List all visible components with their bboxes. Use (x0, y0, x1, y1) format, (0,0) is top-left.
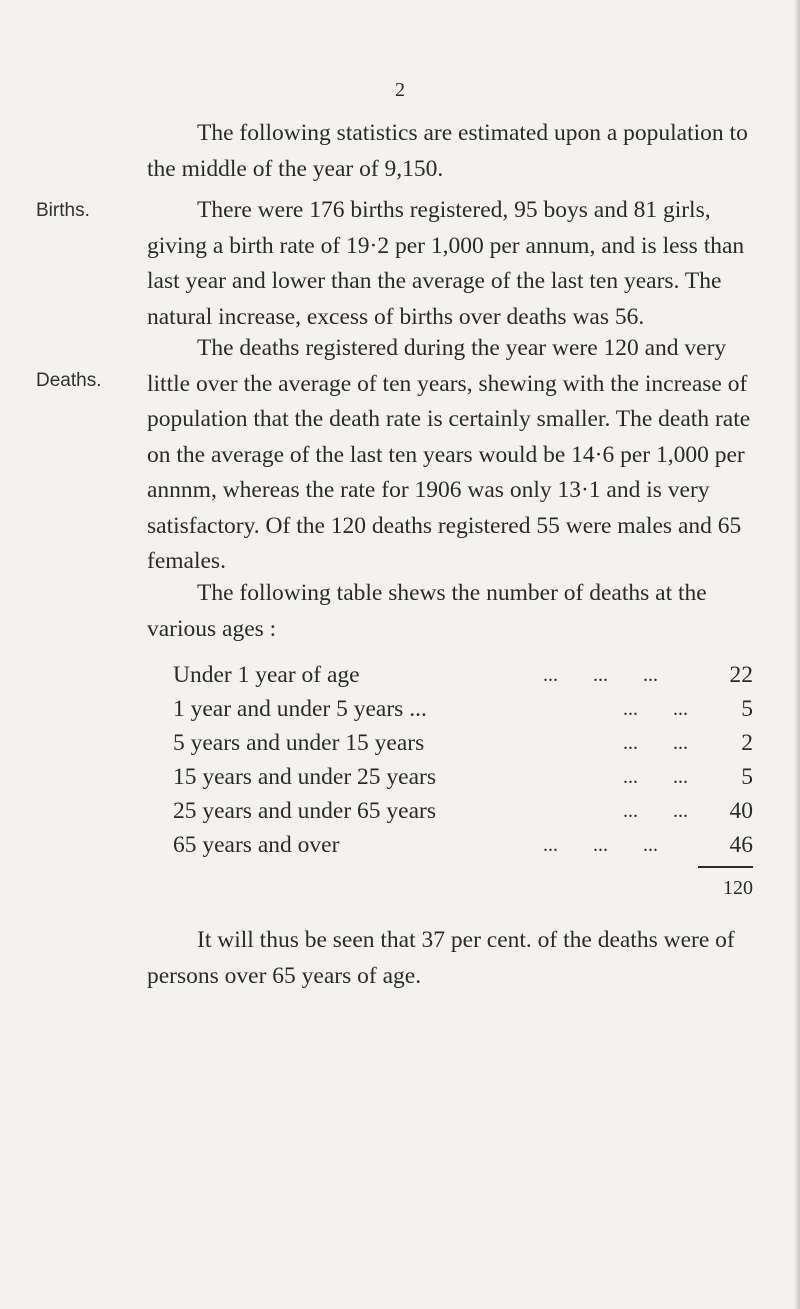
death-count: 22 (729, 662, 753, 688)
table-row (173, 760, 753, 794)
death-count: 40 (729, 798, 753, 824)
age-group-label: 25 years and under 65 years (173, 798, 436, 824)
table-intro-paragraph (147, 576, 767, 647)
deaths-margin-note: Deaths. (36, 370, 102, 391)
intro-paragraph (147, 116, 767, 187)
table-row (173, 726, 753, 760)
age-group-label: 15 years and under 25 years (173, 764, 436, 790)
leader-dots: ... ... ... (543, 664, 658, 686)
total-rule (698, 866, 753, 868)
age-group-label: 65 years and over (173, 832, 340, 858)
age-group-label: Under 1 year of age (173, 662, 360, 688)
conclusion-text: It will thus be seen that 37 per cent. of the deaths were of persons over 65 years of age. (147, 927, 735, 989)
births-margin-note: Births. (36, 200, 90, 221)
intro-text: The following statistics are estimated upon a population to the middle of the year of 9,150. (147, 120, 748, 182)
deaths-by-age-table (173, 658, 753, 899)
leader-dots: ... ... (623, 800, 688, 822)
deaths-paragraph (147, 331, 767, 580)
table-intro-text: The following table shews the number of deaths at the various ages : (147, 580, 707, 642)
page-edge-shadow (794, 0, 800, 1309)
table-row (173, 828, 753, 862)
table-row (173, 794, 753, 828)
leader-dots: ... ... ... (543, 834, 658, 856)
table-row (173, 658, 753, 692)
conclusion-paragraph (147, 923, 787, 994)
death-count: 2 (741, 730, 753, 756)
age-group-label: 5 years and under 15 years (173, 730, 425, 756)
deaths-text: The deaths registered during the year were 120 and very little over the average of ten years, shewing with the increase of population that the death rate is certainly smaller. The death rate on the average of the last ten years would be 14·6 per 1,000 per annnm, whereas the rate for 1906 was only 13·1 and is very satisfactory. Of the 120 deaths registered 55 were males and 65 females. (147, 335, 751, 574)
age-group-label: 1 year and under 5 years ... (173, 696, 427, 722)
leader-dots: ... ... (623, 732, 688, 754)
total-deaths: 120 (723, 877, 753, 899)
page-number: 2 (395, 79, 405, 101)
births-text: There were 176 births registered, 95 boys and 81 girls, giving a birth rate of 19·2 per 1,000 per annum, and is less than last year and lower than the average of the last ten years. The natural increase, excess of births over deaths was 56. (147, 197, 745, 330)
table-row (173, 692, 753, 726)
death-count: 5 (741, 764, 753, 790)
death-count: 46 (729, 832, 753, 858)
births-paragraph (147, 193, 767, 335)
death-count: 5 (741, 696, 753, 722)
leader-dots: ... ... (623, 698, 688, 720)
leader-dots: ... ... (623, 766, 688, 788)
